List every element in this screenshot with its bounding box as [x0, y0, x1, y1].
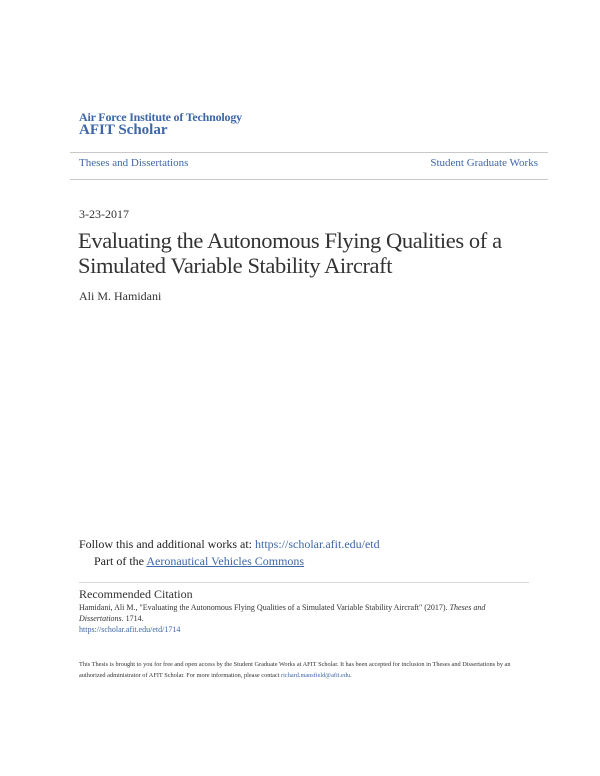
contact-email-link[interactable]: richard.mansfield@afit.edu	[281, 671, 351, 679]
divider-bottom	[70, 179, 548, 180]
aeronautical-vehicles-commons-link[interactable]: Aeronautical Vehicles Commons	[146, 554, 305, 568]
citation-suffix: . 1714.	[121, 614, 144, 623]
document-title: Evaluating the Autonomous Flying Qualities of a Simulated Variable Stability Aircraft	[78, 228, 502, 278]
footer-notice-text: This Thesis is brought to you for free and open access by the Student Graduate Works at AFIT Scholar. It has been accepted for inclusion in Theses and Dissertations by an authorized administrator of AFIT Scholar. For more information, please contact	[79, 661, 511, 679]
etd-url-link[interactable]: https://scholar.afit.edu/etd	[255, 537, 380, 551]
footer-notice	[79, 660, 529, 681]
citation-divider	[79, 582, 529, 583]
institution-name: Air Force Institute of Technology	[79, 110, 242, 124]
divider-top	[70, 152, 548, 153]
follow-line	[79, 537, 380, 552]
repository-name[interactable]: AFIT Scholar	[79, 122, 168, 138]
citation-heading: Recommended Citation	[79, 587, 193, 601]
citation-main: Hamidani, Ali M., "Evaluating the Autonomous Flying Qualities of a Simulated Variable Stability Aircraft" (2017).	[79, 603, 450, 612]
theses-dissertations-link[interactable]: Theses and Dissertations	[79, 157, 189, 169]
publication-date: 3-23-2017	[79, 207, 129, 221]
citation-series: Theses and Dissertations	[79, 603, 486, 623]
citation-url-link[interactable]: https://scholar.afit.edu/etd/1714	[79, 625, 181, 634]
student-graduate-works-link[interactable]: Student Graduate Works	[430, 157, 538, 169]
author-name: Ali M. Hamidani	[79, 289, 162, 303]
footer-end: .	[350, 671, 352, 679]
citation-text	[79, 602, 524, 624]
part-prefix: Part of the	[94, 554, 147, 568]
part-of-line	[94, 554, 304, 569]
follow-prefix: Follow this and additional works at:	[79, 537, 255, 551]
